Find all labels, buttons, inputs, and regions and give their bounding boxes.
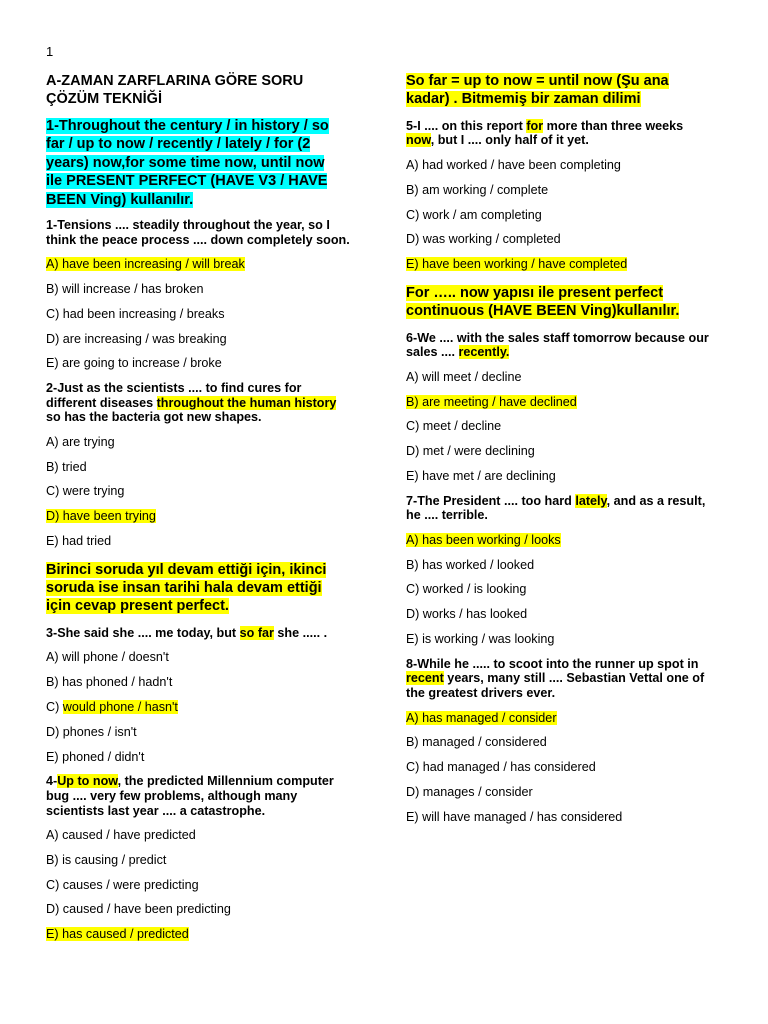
answer-option: E) have met / are declining [406,468,556,483]
answer-option: B) has worked / looked [406,557,535,572]
answer-option: D) manages / consider [406,784,533,799]
answer-option: C) had managed / has considered [406,760,596,775]
answer-option: C) work / am completing [406,207,542,222]
question-7: 7-The President .... too hard lately, and as a result, he .... terrible. [406,493,706,523]
answer-option: A) had worked / have been completing [406,158,621,172]
answer-option: B) will increase / has broken [46,282,204,296]
answer-option: D) have been trying [46,509,156,524]
answer-option: C) would phone / hasn't [46,700,178,714]
rule-for-now: For ….. now yapısı ile present perfect continuous (HAVE BEEN Ving)kullanılır. [406,284,680,320]
answer-option: A) will meet / decline [406,369,522,384]
answer-option: E) is working / was looking [406,631,555,646]
question-8: 8-While he ..... to scoot into the runner up spot in recent years, many still .... Sebastian Vettal one of the greatest drivers ever. [406,656,705,700]
answer-option: D) are increasing / was breaking [46,331,227,346]
answer-option: A) has been working / looks [406,532,561,547]
question-2: 2-Just as the scientists .... to find cures for different diseases throughout the human history so has the bacteria got new shapes. [46,381,337,425]
answer-option: B) managed / considered [406,735,547,750]
question-1: 1-Tensions .... steadily throughout the year, so I think the peace process .... down completely soon. [46,218,350,247]
answer-option: A) will phone / doesn't [46,650,169,665]
answer-option: D) was working / completed [406,232,561,247]
rule-so-far: So far = up to now = until now (Şu ana kadar) . Bitmemiş bir zaman dilimi [406,73,669,108]
answer-option: C) meet / decline [406,419,502,434]
question-4: 4-Up to now, the predicted Millennium computer bug .... very few problems, although many scientists last year .... a catastrophe. [46,774,334,818]
answer-option: E) had tried [46,534,112,549]
answer-option: E) phoned / didn't [46,749,145,764]
answer-option: D) phones / isn't [46,724,137,739]
answer-option: B) has phoned / hadn't [46,675,173,690]
explanation-note: Birinci soruda yıl devam ettiği için, ikinci soruda ise insan tarihi hala devam ettiği için cevap present perfect. [46,561,327,615]
answer-option: C) were trying [46,484,125,499]
answer-option: A) has managed / consider [406,710,557,725]
rule-present-perfect: 1-Throughout the century / in history / so far / up to now / recently / lately / for (2 years) now,for some time now, until now ile PRESENT PERFECT (HAVE V3 / HAVE BEEN Ving) kullanılır. [46,118,329,208]
question-5: 5-I .... on this report for more than three weeks now, but I .... only half of it yet. [406,118,684,148]
answer-option: E) has caused / predicted [46,927,189,942]
question-6: 6-We .... with the sales staff tomorrow because our sales .... recently. [406,330,709,360]
answer-option: D) caused / have been predicting [46,902,231,917]
answer-option: B) are meeting / have declined [406,394,577,409]
page-title: A-ZAMAN ZARFLARINA GÖRE SORU ÇÖZÜM TEKNİĞİ [46,73,304,107]
answer-option: D) works / has looked [406,607,528,622]
answer-option: A) are trying [46,434,115,449]
answer-option: E) will have managed / has considered [406,809,623,824]
right-column [406,72,728,834]
answer-option: C) causes / were predicting [46,877,199,892]
answer-option: D) met / were declining [406,444,535,459]
page-number: 1 [46,44,54,59]
answer-option: C) worked / is looking [406,582,527,597]
answer-option: C) had been increasing / breaks [46,306,225,321]
question-3: 3-She said she .... me today, but so far she ..... . [46,625,328,640]
answer-option: A) caused / have predicted [46,828,196,843]
answer-option: E) have been working / have completed [406,257,628,272]
answer-option: E) are going to increase / broke [46,356,222,371]
answer-option: A) have been increasing / will break [46,257,245,272]
answer-option: B) tried [46,459,87,474]
answer-option: B) am working / complete [406,182,549,197]
left-column [46,72,362,952]
answer-option: B) is causing / predict [46,852,167,867]
